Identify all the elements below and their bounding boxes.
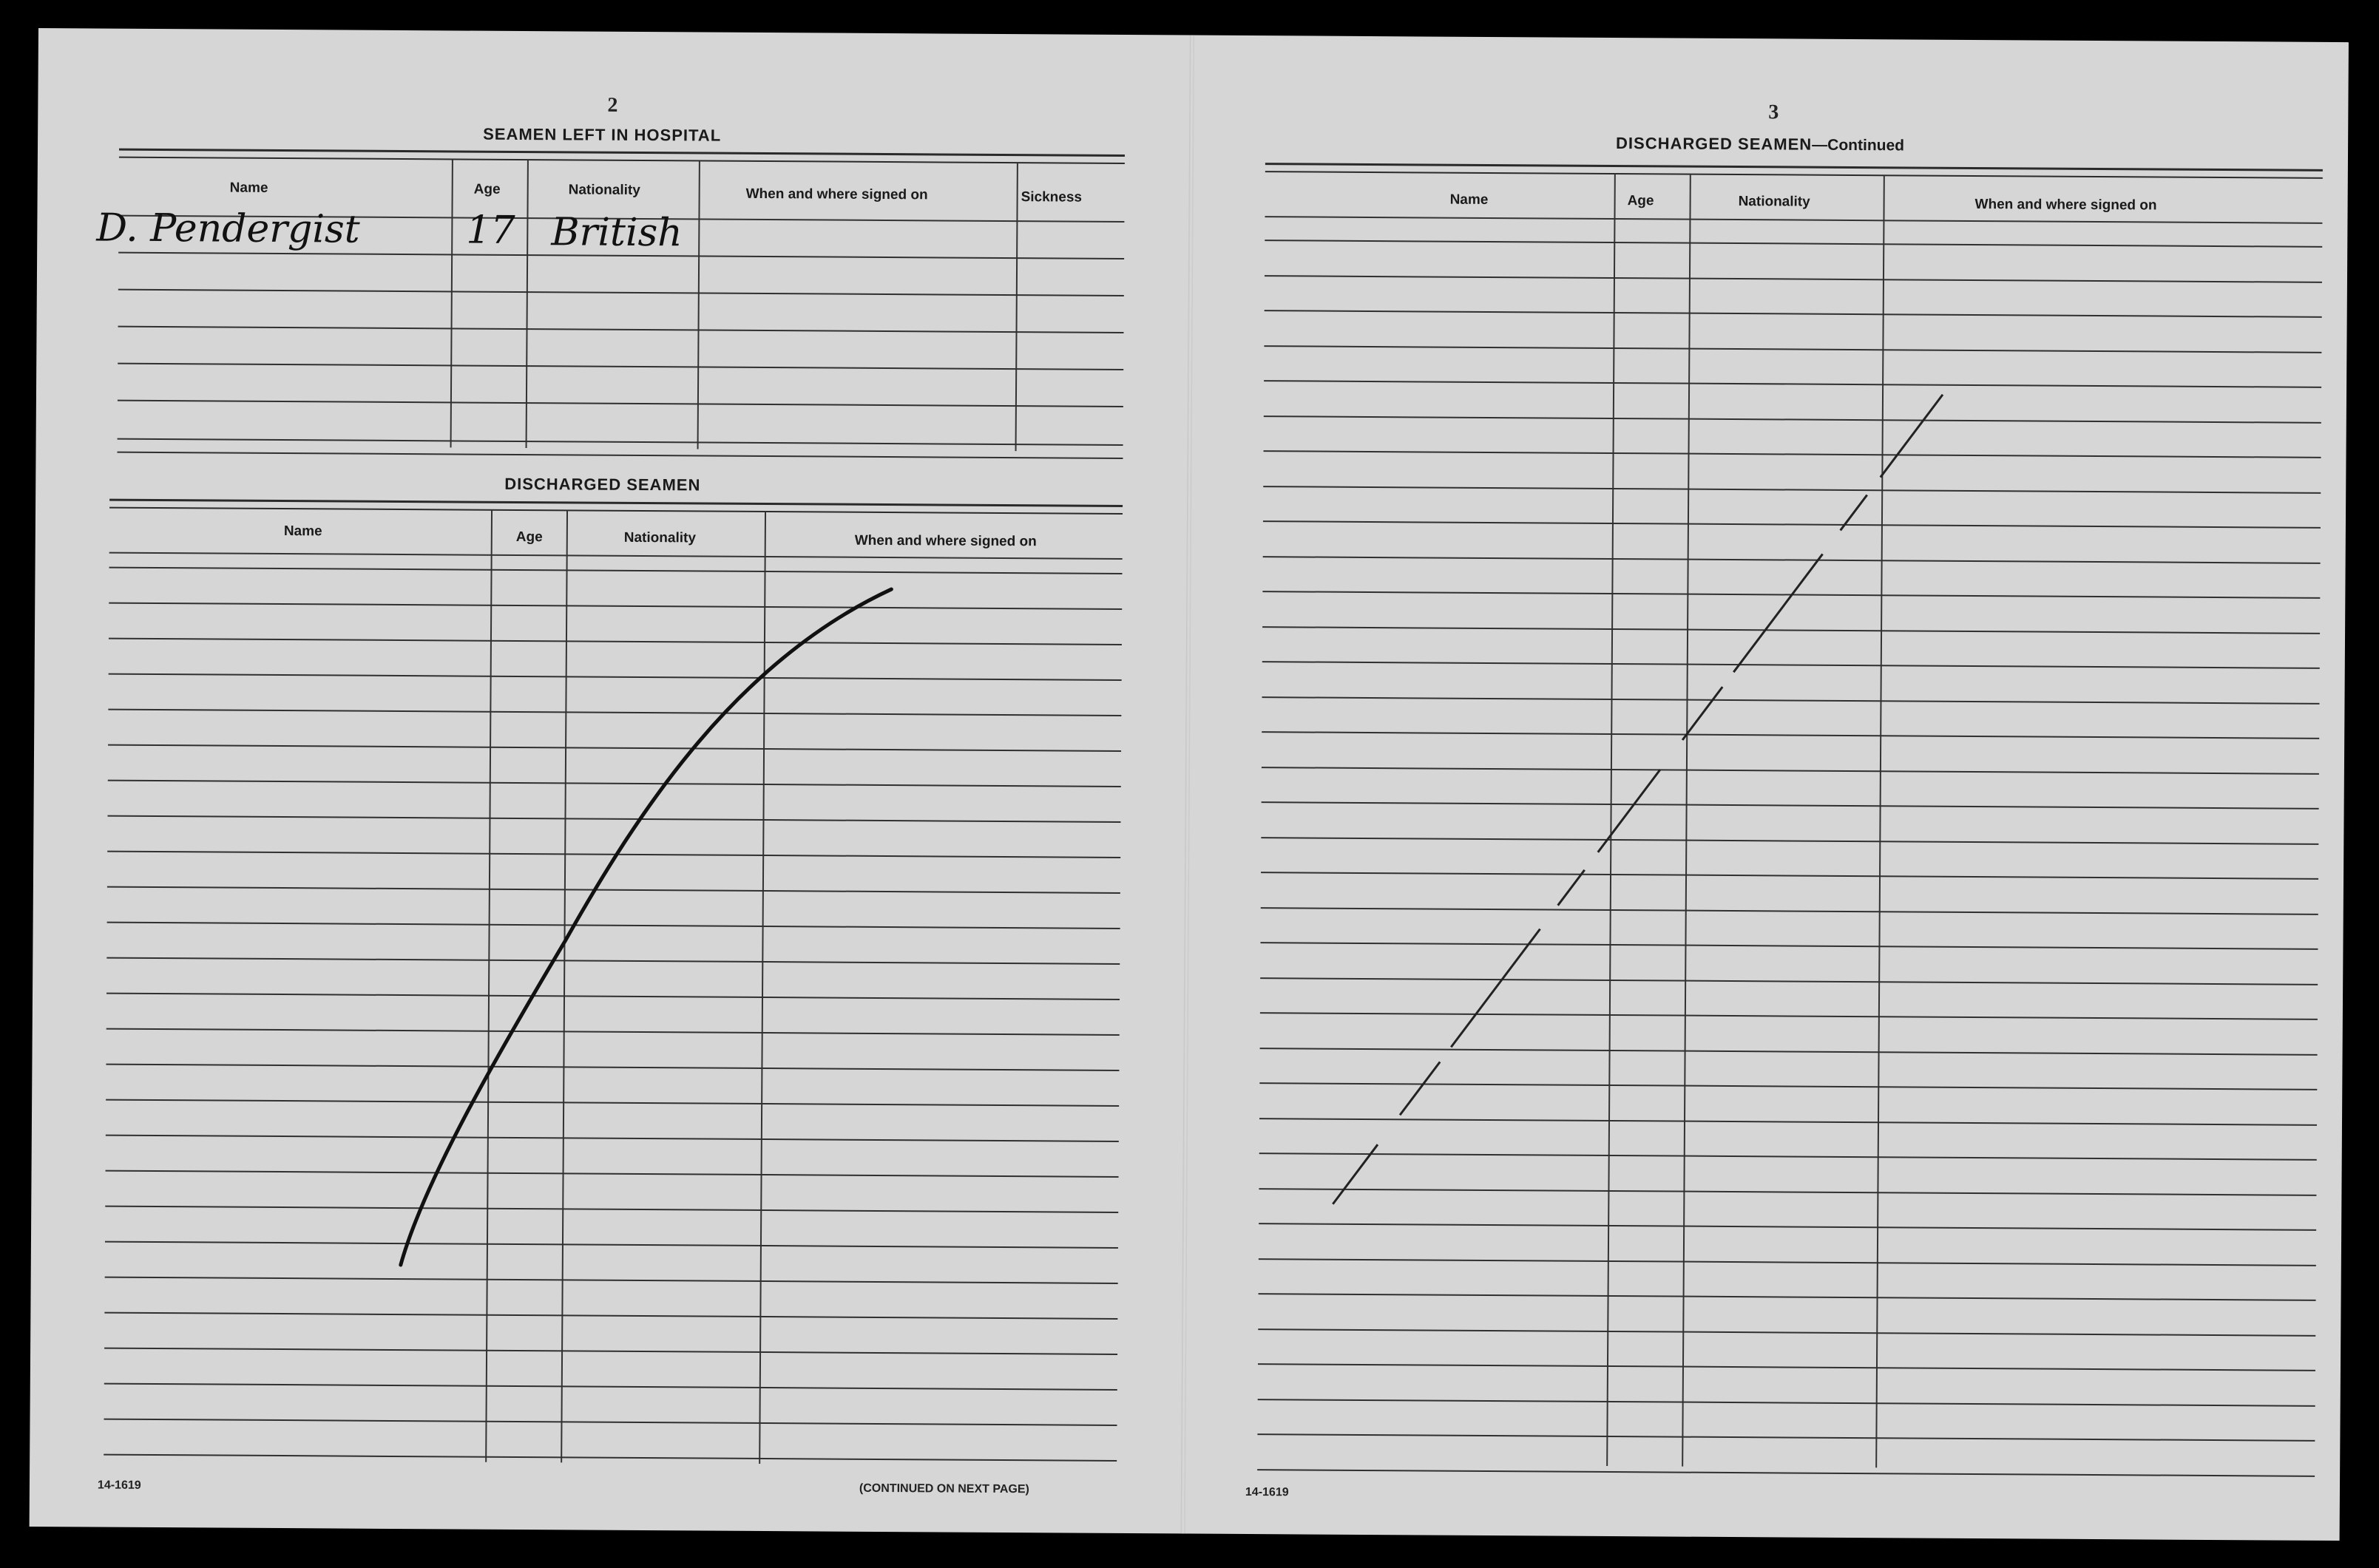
- header-when-where: When and where signed on: [1974, 197, 2157, 214]
- left-cancel-stroke: [401, 586, 892, 1268]
- header-nationality: Nationality: [623, 529, 696, 546]
- handwritten-name: D. Pendergist: [96, 206, 360, 252]
- header-nationality: Nationality: [568, 182, 640, 198]
- cancellation-strokes: [30, 28, 2349, 1541]
- discharged-section-title: DISCHARGED SEAMEN: [504, 474, 701, 495]
- page-number-right: 3: [1768, 101, 1779, 124]
- header-name: Name: [1449, 191, 1489, 208]
- form-number-left: 14-1619: [97, 1479, 141, 1492]
- page-number-left: 2: [607, 93, 618, 117]
- header-age: Age: [1627, 193, 1654, 209]
- right-title-suffix: —Continued: [1812, 136, 1905, 155]
- header-age: Age: [515, 529, 543, 546]
- header-name: Name: [283, 523, 322, 540]
- right-title-text: DISCHARGED SEAMEN: [1616, 134, 1813, 154]
- header-sickness: Sickness: [1021, 189, 1083, 206]
- hospital-section-title: SEAMEN LEFT IN HOSPITAL: [483, 124, 722, 145]
- document-spread: [30, 28, 2349, 1541]
- header-nationality: Nationality: [1738, 194, 1810, 210]
- handwritten-nationality: British: [551, 210, 683, 256]
- continued-note: (CONTINUED ON NEXT PAGE): [859, 1482, 1029, 1496]
- header-age: Age: [473, 181, 501, 197]
- header-when-where: When and where signed on: [854, 532, 1037, 550]
- header-when-where: When and where signed on: [745, 186, 928, 203]
- header-name: Name: [229, 180, 268, 196]
- form-number-right: 14-1619: [1245, 1486, 1289, 1499]
- right-cancel-stroke: [1333, 391, 1943, 1208]
- handwritten-age: 17: [466, 208, 515, 253]
